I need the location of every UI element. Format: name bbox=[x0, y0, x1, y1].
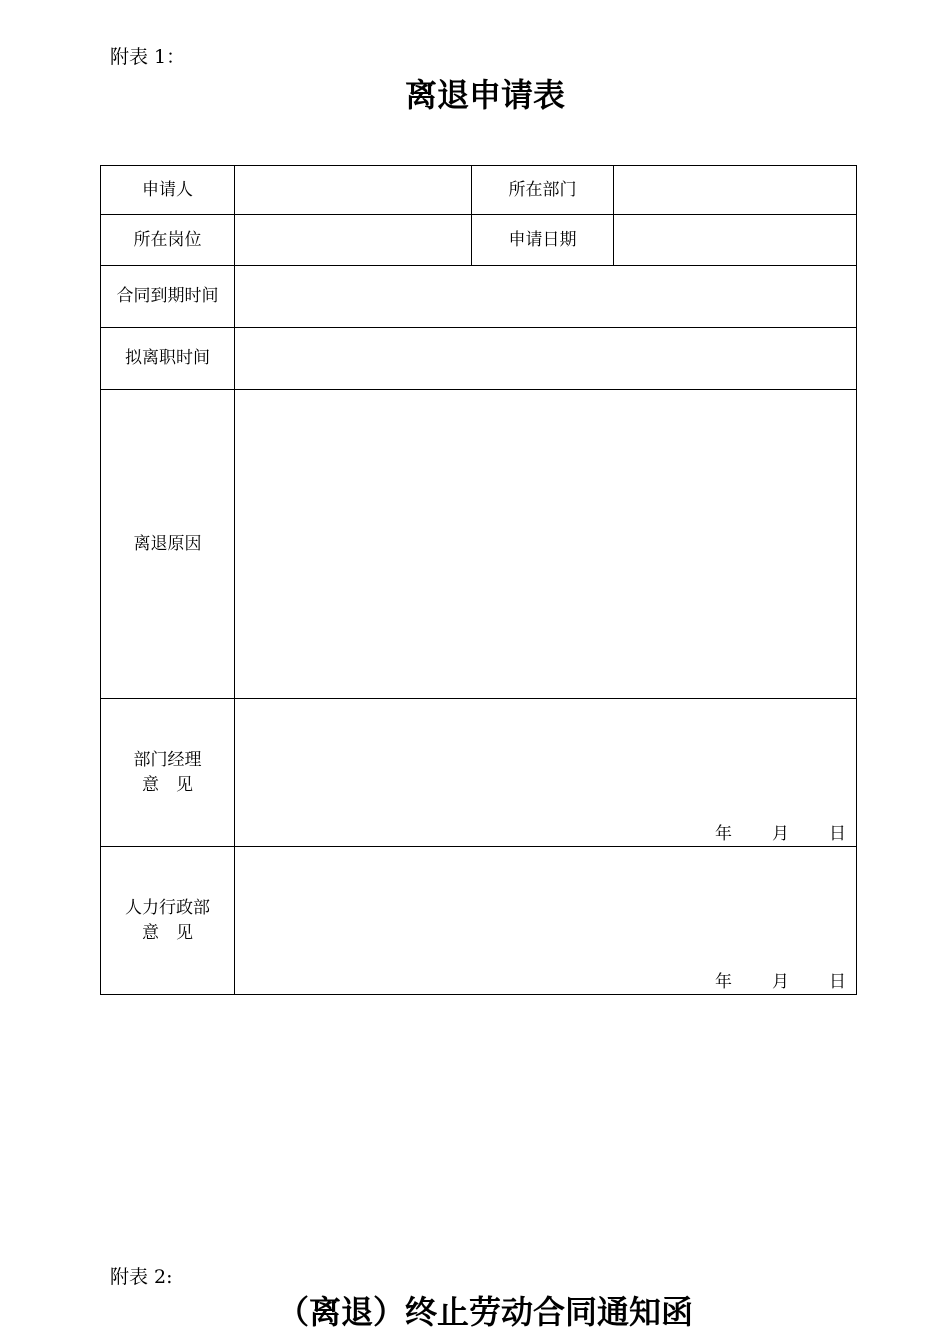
contract-expiry-label: 合同到期时间 bbox=[101, 266, 235, 328]
hr-date-line bbox=[715, 967, 846, 992]
day-label: 日 bbox=[829, 824, 846, 844]
year-label: 年 bbox=[715, 824, 732, 844]
dept-manager-opinion-field[interactable] bbox=[235, 699, 857, 847]
form-title: 离退申请表 bbox=[404, 76, 565, 114]
department-field[interactable] bbox=[614, 166, 857, 215]
resignation-application-form bbox=[100, 165, 857, 995]
hr-label-line2: 意 见 bbox=[142, 922, 193, 943]
hr-opinion-field[interactable] bbox=[235, 847, 857, 995]
year-label: 年 bbox=[715, 972, 732, 992]
apply-date-field[interactable] bbox=[614, 215, 857, 266]
dept-manager-opinion-label bbox=[101, 699, 235, 847]
dept-manager-date-line bbox=[715, 819, 846, 844]
position-label: 所在岗位 bbox=[101, 215, 235, 266]
applicant-label: 申请人 bbox=[101, 166, 235, 215]
day-label: 日 bbox=[829, 972, 846, 992]
annex-2-label: 附表 2: bbox=[110, 1266, 173, 1288]
contract-expiry-field[interactable] bbox=[235, 266, 857, 328]
dept-manager-label-line1: 部门经理 bbox=[133, 749, 202, 770]
planned-leave-label: 拟离职时间 bbox=[101, 328, 235, 390]
month-label: 月 bbox=[772, 972, 789, 992]
reason-label: 离退原因 bbox=[101, 390, 235, 699]
department-label: 所在部门 bbox=[472, 166, 614, 215]
hr-opinion-label bbox=[101, 847, 235, 995]
annex-1-label: 附表 1： bbox=[110, 46, 186, 68]
reason-field[interactable] bbox=[235, 390, 857, 699]
hr-label-line1: 人力行政部 bbox=[125, 897, 210, 918]
applicant-field[interactable] bbox=[235, 166, 472, 215]
position-field[interactable] bbox=[235, 215, 472, 266]
month-label: 月 bbox=[772, 824, 789, 844]
notice-title: （离退）终止劳动合同通知函 bbox=[276, 1293, 693, 1331]
planned-leave-field[interactable] bbox=[235, 328, 857, 390]
dept-manager-label-line2: 意 见 bbox=[142, 774, 193, 795]
apply-date-label: 申请日期 bbox=[472, 215, 614, 266]
